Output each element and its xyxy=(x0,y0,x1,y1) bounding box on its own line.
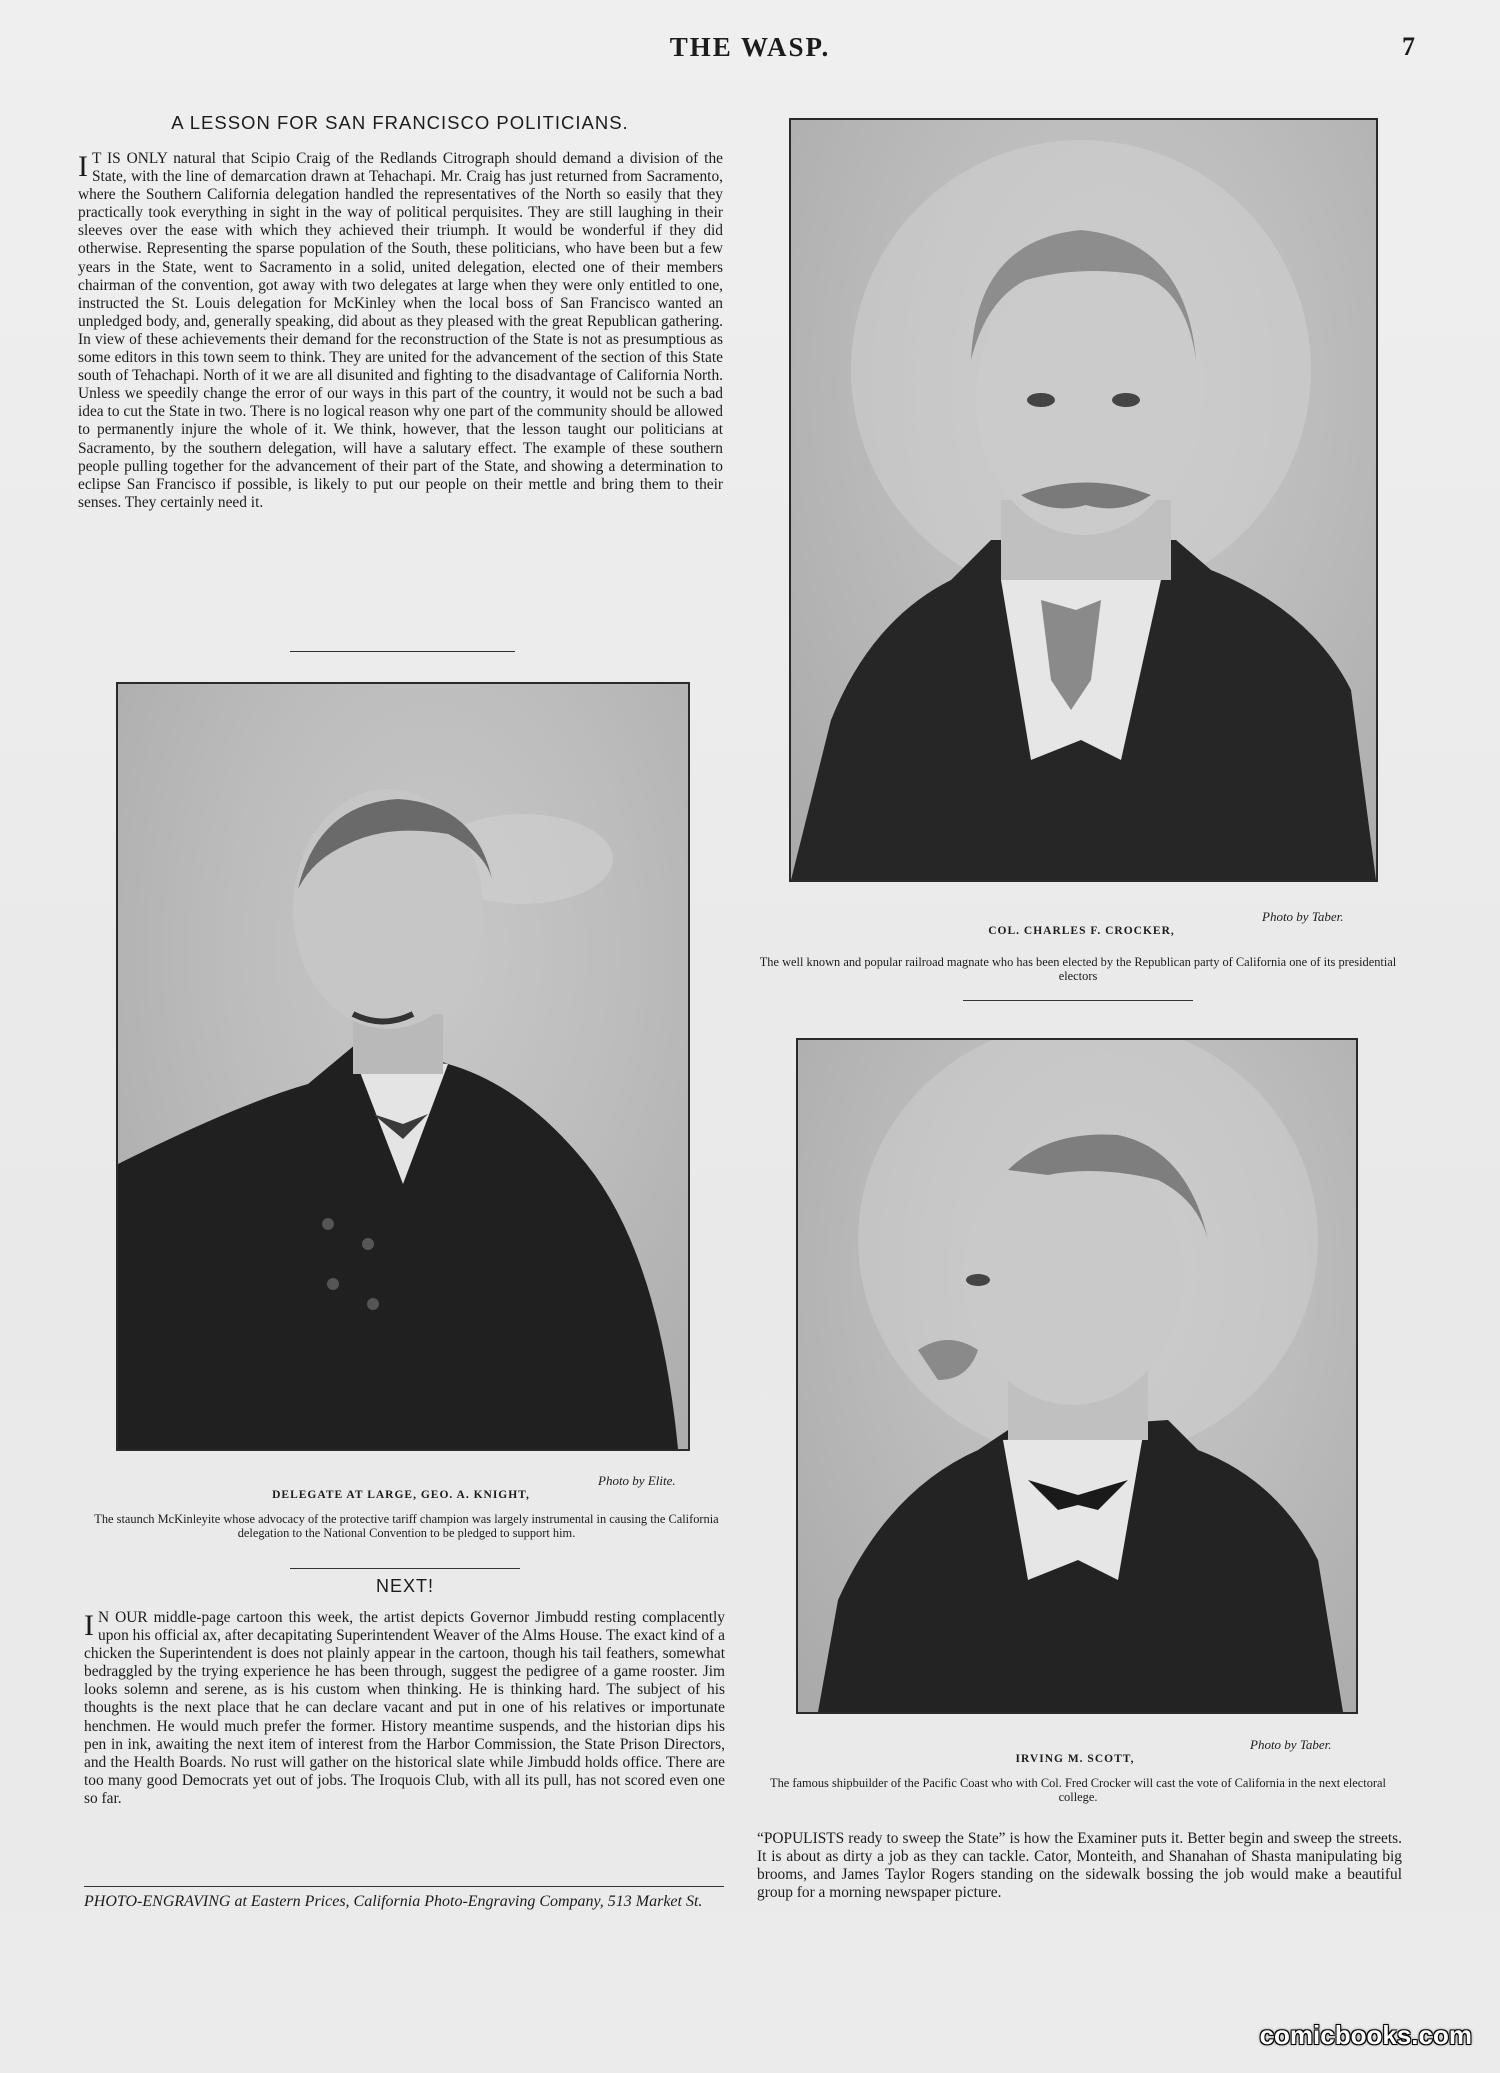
photo-engraving-ad: PHOTO-ENGRAVING at Eastern Prices, California Photo-Engraving Company, 513 Market St. xyxy=(84,1893,703,1910)
photo-knight xyxy=(116,682,690,1451)
lesson-title: A LESSON FOR SAN FRANCISCO POLITICIANS. xyxy=(171,112,629,133)
populists-article: “POPULISTS ready to sweep the State” is how the Examiner puts it. Better begin and sweep the streets. It is about as dirty a job as they can tackle. Cator, Monteith, and Shanahan of Shasta manipulating big brooms, and James Taylor Rogers standing on the sidewalk bossing the job would make a beautiful group for a morning newspaper picture. xyxy=(757,1830,1402,1902)
photo-scott xyxy=(796,1038,1358,1714)
lesson-article xyxy=(78,150,723,640)
next-dropcap: I xyxy=(84,1609,94,1642)
scott-caption-desc: The famous shipbuilder of the Pacific Coast who with Col. Fred Crocker will cast the vote of California in the next electoral college. xyxy=(770,1776,1386,1804)
masthead-title: THE WASP. xyxy=(669,32,831,62)
divider xyxy=(290,651,515,652)
photo-crocker xyxy=(789,118,1378,882)
divider xyxy=(290,1568,520,1569)
scott-caption-name: IRVING M. SCOTT, xyxy=(1015,1753,1135,1765)
crocker-photo-credit: Photo by Taber. xyxy=(1262,909,1344,924)
crocker-caption-desc: The well known and popular railroad magnate who has been elected by the Republican party of California one of its presidential electors xyxy=(759,955,1397,983)
crocker-caption-name: COL. CHARLES F. CROCKER, xyxy=(988,925,1175,937)
next-article xyxy=(84,1609,725,1877)
knight-photo-credit: Photo by Elite. xyxy=(598,1473,676,1488)
divider xyxy=(84,1886,724,1887)
lesson-text: T IS ONLY natural that Scipio Craig of the Redlands Citrograph should demand a division of the State, with the line of demarcation drawn at Tehachapi. Mr. Craig has just returned from Sacramento, where the Southern California delegation handled the representatives of the North so easily that they practically took everything in sight in the way of political perquisites. They are still laughing in their sleeves over the ease with which they achieved their triumph. It would be wonderful if they did otherwise. Representing the sparse population of the South, these politicians, who have been but a few years in the State, went to Sacramento in a solid, united delegation, elected one of their members chairman of the convention, got away with two delegates at large when they were only entitled to one, instructed the St. Louis delegation for McKinley when the local boss of San Francisco wanted an unpledged body, and, generally speaking, did about as they pleased with the great Republican gathering. In view of these achievements their demand for the reconstruction of the State is not as presumptious as some editors in this town seem to think. They are united for the advancement of the section of this State south of Tehachapi. North of it we are all disunited and fighting to the disadvantage of California North. Unless we speedily change the error of our ways in this part of the country, it would not be such a bad idea to cut the State in two. There is no logical reason why one part of the community should be allowed to permanently injure the whole of it. We think, however, that the lesson taught our politicians at Sacramento, by the southern delegation, will have a salutary effect. The example of these southern people pulling together for the advancement of their part of the State, and showing a determination to eclipse San Francisco if possible, is likely to put our people on their mettle and bring them to their senses. They certainly need it. xyxy=(78,150,723,511)
scott-photo-credit: Photo by Taber. xyxy=(1250,1737,1332,1752)
knight-caption-desc: The staunch McKinleyite whose advocacy of the protective tariff champion was largely instrumental in causing the California delegation to the National Convention to be pledged to support him. xyxy=(94,1512,719,1540)
next-title: NEXT! xyxy=(375,1576,434,1596)
lesson-dropcap: I xyxy=(78,150,88,183)
knight-caption-name: DELEGATE AT LARGE, GEO. A. KNIGHT, xyxy=(272,1489,530,1501)
watermark: comicbooks.com xyxy=(1259,2020,1472,2050)
divider xyxy=(963,1000,1193,1001)
next-text: N OUR middle-page cartoon this week, the artist depicts Governor Jimbudd resting complacently upon his official ax, after decapitating Superintendent Weaver of the Alms House. The exact kind of a chicken the Superintendent is does not plainly appear in the cartoon, though his tail feathers, somewhat bedraggled by the trying experience he has been through, suggest the pedigree of a game rooster. Jim looks solemn and serene, as is his custom when thinking. He is thinking hard. The subject of his thoughts is the next place that he can declare vacant and put in one of his relatives or importunate henchmen. He would much prefer the former. History meantime suspends, and the historian dips his pen in ink, awaiting the next item of interest from the Harbor Commission, the State Prison Directors, and the Health Boards. No rust will gather on the historical slate while Jimbudd holds office. There are too many good Democrats yet out of jobs. The Iroquois Club, with all its pull, has not scored even one so far. xyxy=(84,1609,725,1807)
page-number: 7 xyxy=(1402,32,1415,61)
